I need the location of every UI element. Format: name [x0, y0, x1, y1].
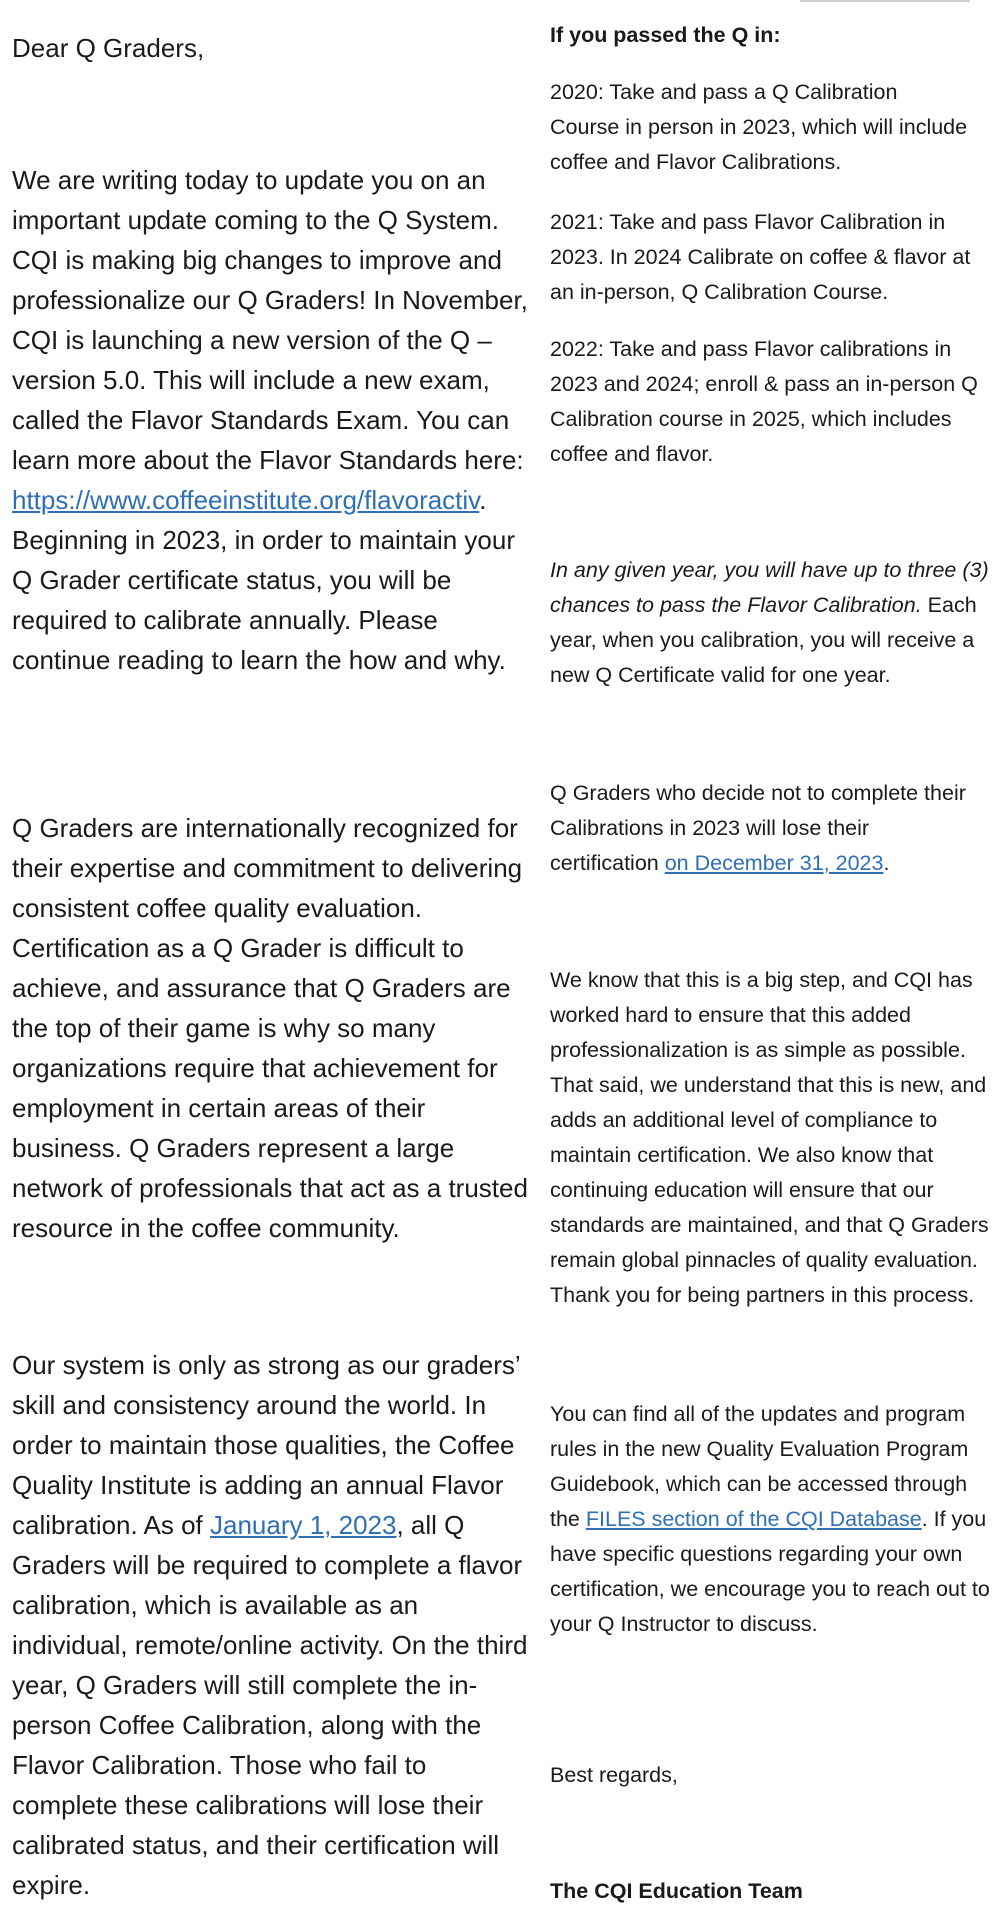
- greeting: Dear Q Graders,: [12, 33, 205, 63]
- intro-text-b: . Beginning in 2023, in order to maintain your Q Grader certificate status, you will be required to calibrate annually. Please continue reading to learn the how and why.: [12, 485, 515, 675]
- calibration-paragraph: [12, 1345, 532, 1905]
- lose-certification-paragraph: [550, 776, 970, 881]
- best-regards: Best regards,: [550, 1763, 678, 1787]
- signature: The CQI Education Team: [550, 1879, 803, 1903]
- files-section-link[interactable]: FILES section of the CQI Database: [585, 1507, 922, 1531]
- big-step-paragraph: We know that this is a big step, and CQI has worked hard to ensure that this added professionalization is as simple as possible. That said, we understand that this is new, and adds an additional level of compliance to maintain certification. We also know that continuing education will ensure that our standards are maintained, and that Q Graders remain global pinnacles of quality evaluation. Thank you for being partners in this process.: [550, 968, 989, 1307]
- flavor-standards-link[interactable]: https://www.coffeeinstitute.org/flavoractiv: [12, 485, 480, 515]
- year-2022-item: 2022: Take and pass Flavor calibrations in 2023 and 2024; enroll & pass an in-person Q Calibration course in 2025, which includes coffee and flavor.: [550, 337, 978, 466]
- guidebook-paragraph: [550, 1397, 1000, 1642]
- year-2021-item: 2021: Take and pass Flavor Calibration in 2023. In 2024 Calibrate on coffee & flavor at an in-person, Q Calibration Course.: [550, 210, 971, 304]
- top-divider: [800, 0, 970, 2]
- passed-heading: If you passed the Q in:: [550, 23, 781, 47]
- intro-text-a: We are writing today to update you on an important update coming to the Q System. CQI is making big changes to improve and professionalize our Q Graders! In November, CQI is launching a new version of the Q – version 5.0. This will include a new exam, called the Flavor Standards Exam. You can learn more about the Flavor Standards here:: [12, 165, 528, 475]
- lose-text-b: .: [883, 851, 890, 875]
- recognition-paragraph: Q Graders are internationally recognized for their expertise and commitment to delivering consistent coffee quality evaluation. Certification as a Q Grader is difficult to achieve, and assurance that Q Graders are the top of their game is why so many organizations require that achievement for employment in certain areas of their business. Q Graders represent a large network of professionals that act as a trusted resource in the coffee community.: [12, 813, 528, 1243]
- intro-paragraph: [12, 160, 532, 680]
- lose-text-a: Q Graders who decide not to complete their Calibrations in 2023 will lose their certification: [550, 781, 966, 875]
- guidebook-text-a: You can find all of the updates and program rules in the new Quality Evaluation Program Guidebook, which can be accessed through the: [550, 1402, 969, 1531]
- calibration-text-b: , all Q Graders will be required to complete a flavor calibration, which is available as an individual, remote/online activity. On the third year, Q Graders will still complete the in-person Coffee Calibration, along with the Flavor Calibration. Those who fail to complete these calibrations will lose their calibrated status, and their certification will expire.: [12, 1510, 528, 1900]
- chances-italic: In any given year, you will have up to three (3) chances to pass the Flavor Calibration.: [550, 558, 989, 617]
- year-2020-item: 2020: Take and pass a Q Calibration Course in person in 2023, which will include coffee and Flavor Calibrations.: [550, 80, 968, 174]
- guidebook-text-b: . If you have specific questions regarding your own certification, we encourage you to reach out to your Q Instructor to discuss.: [550, 1507, 990, 1636]
- chances-rest: Each year, when you calibration, you will receive a new Q Certificate valid for one year.: [550, 593, 977, 687]
- december-date-link[interactable]: on December 31, 2023: [664, 851, 884, 875]
- january-date-link[interactable]: January 1, 2023: [210, 1510, 397, 1540]
- chances-paragraph: [550, 553, 990, 693]
- calibration-text-a: Our system is only as strong as our graders’ skill and consistency around the world. In order to maintain those qualities, the Coffee Quality Institute is adding an annual Flavor calibration. As of: [12, 1350, 520, 1540]
